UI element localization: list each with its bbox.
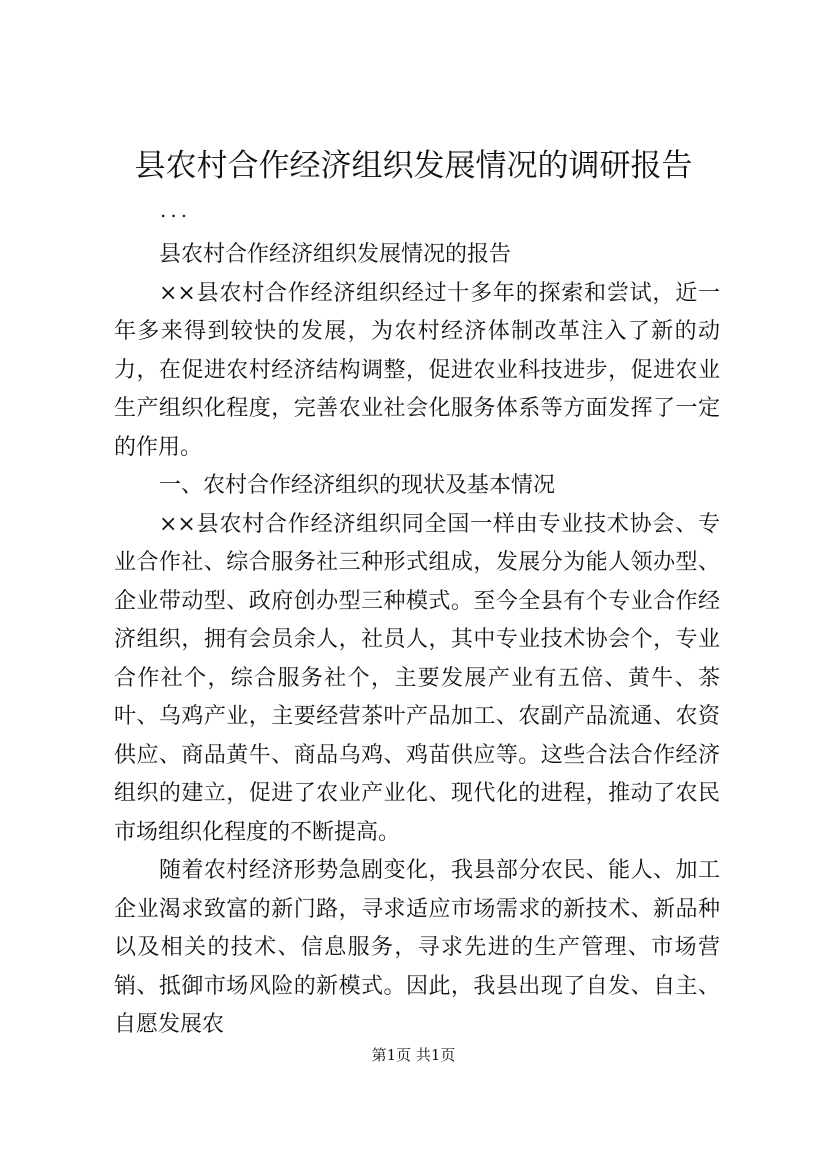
paragraph-status: ××县农村合作经济组织同全国一样由专业技术协会、专业合作社、综合服务社三种形式组成，发展分为能人领办型、企业带动型、政府创办型三种模式。至今全县有个专业合作经济组织，拥有会员余人，社员人，其中专业技术协会个，专业合作社个，综合服务社个，主要发展产业有五倍、黄牛、茶叶、乌鸡产业，主要经营茶叶产品加工、农副产品流通、农资供应、商品黄牛、商品乌鸡、鸡苗供应等。这些合法合作经济组织的建立，促进了农业产业化、现代化的进程，推动了农民市场组织化程度的不断提高。 (114, 511, 720, 845)
paragraph-development: 随着农村经济形势急剧变化，我县部分农民、能人、加工企业渴求致富的新门路，寻求适应市场需求的新技术、新品种以及相关的技术、信息服务，寻求先进的生产管理、市场营销、抵御市场风险的新模式。因此，我县出现了自发、自主、自愿发展农 (114, 858, 720, 1037)
paragraph-subtitle: 县农村合作经济组织发展情况的报告 (159, 242, 512, 267)
document-body (114, 236, 720, 1045)
document-title: 县农村合作经济组织发展情况的调研报告 (134, 148, 693, 184)
paragraph-intro: ××县农村合作经济组织经过十多年的探索和尝试，近一年多来得到较快的发展，为农村经济体制改革注入了新的动力，在促进农村经济结构调整，促进农业科技进步，促进农业生产组织化程度，完善农业社会化服务体系等方面发挥了一定的作用。 (114, 280, 720, 460)
page-footer: 第1页 共1页 (371, 1046, 456, 1064)
ellipsis-mark: ... (160, 198, 192, 222)
section-heading: 一、农村合作经济组织的现状及基本情况 (159, 473, 556, 498)
